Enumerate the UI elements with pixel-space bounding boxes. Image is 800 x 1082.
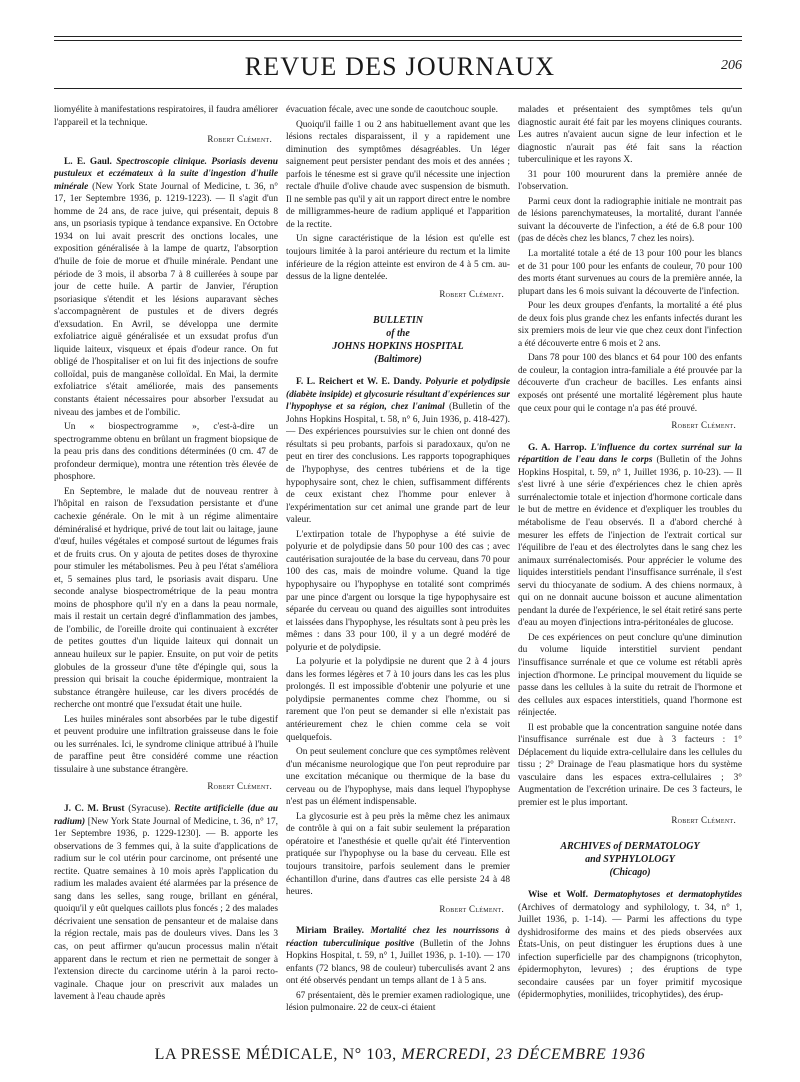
article-title: Spectroscopie clinique. Psoriasis devenu pustuleux et eczémateux à la suite d'ingestion d'huile minérale xyxy=(54,156,278,192)
article-harrop xyxy=(518,442,742,630)
paragraph: Un signe caractéristique de la lésion est qu'elle est toujours limitée à la paroi antérieure du rectum et la limite inférieure de la région atteinte est environ de 4 à 5 cm. au-dessus de la ligne dentelée. xyxy=(286,234,510,283)
article-brailey xyxy=(286,925,510,988)
paragraph: Parmi ceux dont la radiographie initiale ne montrait pas de lésions parenchymateuses, la mortalité, durant l'année suivant la découverte de l'infection, a été de 6.8 pour 100 (pas de décès chez les blancs, 7 chez les noirs). xyxy=(518,196,742,245)
journal-heading-line: ARCHIVES of DERMATOLOGY xyxy=(560,841,700,853)
paragraph: [New York State Journal of Medicine, t. 36, n° 17, 1er Septembre 1936, p. 1229-1230]. — B. apporte les observations de 3 femmes qui, à la suite d'applications de radium sur le col utérin pour carcinome, ont présenté une rectite. Quatre semaines à 10 mois après l'application du radium les malades avaient été alarmées par la présence de sang dans les selles, sang rouge, brillant en général, quoiqu'il y eût quelques caillots plus foncés ; 2 des malades décrivaient une sensation de pensanteur et de malaise dans la région rectale, mais pas de douleurs vives. Dans les 3 cas, on peut affirmer qu'aucun processus malin n'était apparent dans le rectum et rien ne permettait de songer à l'extension directe du carcinome utérin à la paroi recto-vaginale. Chaque jour on prescrivit aux malades un lavement à l'eau chaude après xyxy=(54,816,278,1003)
article-gaul xyxy=(54,156,278,419)
paragraph: Il est probable que la concentration sanguine notée dans l'insuffisance surrénale est due à 3 facteurs : 1° Déplacement du liquide extra-cellulaire dans les cellules du tissu ; 2° Drainage de l'eau plasmatique hors du système vasculaire dans les espaces extra-cellulaires ; 3° Augmentation de l'excrétion urinaire. De ces 3 facteurs, le premier est le plus important. xyxy=(518,722,742,808)
article-title: Polyurie et polydipsie (diabète insipide) et glycosurie résultant d'expériences sur l'hypophyse et sa région, chez l'animal xyxy=(286,377,510,413)
article-title: Rectite artificielle (due au radium) xyxy=(54,803,278,827)
journal-heading-archives xyxy=(518,840,742,879)
journal-heading-johns-hopkins xyxy=(286,314,510,366)
journal-heading-line: (Baltimore) xyxy=(374,354,422,366)
paragraph: (Bulletin of the Johns Hopkins Hospital, t. 59, n° 1, Juillet 1936, p. 1-10). — 170 enfants (72 blancs, 98 de couleur) tuberculisés avant 2 ans ont été observés pendant un temps allant de 1 à 5 ans. xyxy=(286,938,510,987)
paragraph: Un « biospectrogramme », c'est-à-dire un spectrogramme obtenu en brûlant un fragment biopsique de la peau pris dans des conditions déterminées (0 cm. 47 de profondeur dermique), montra une rétention très élevée de phosphore. xyxy=(54,422,278,483)
article-columns xyxy=(54,104,742,1034)
journal-heading-line: BULLETIN xyxy=(373,315,423,327)
column-3 xyxy=(518,104,742,1034)
column-2 xyxy=(286,104,510,1034)
paragraph: (Bulletin of the Johns Hopkins Hospital, t. 58, n° 6, Juin 1936, p. 418-427). — Des expériences poursuivies sur le chien ont donné des résultats si peu probants, parfois si paradoxaux, qu'on ne peut en tirer des conclusions. Les rapports topographiques de l'hypophyse, des centres tubériens et de la tige hypophysaire sont, chez le chien, suffisamment différents de ceux existant chez l'homme pour enlever à l'expérimentation sur cet animal une grande part de leur valeur. xyxy=(286,402,510,526)
journal-heading-line: (Chicago) xyxy=(609,867,651,879)
footer-journal: LA PRESSE MÉDICALE, N° 103, xyxy=(154,1046,397,1063)
paragraph: évacuation fécale, avec une sonde de caoutchouc souple. xyxy=(286,105,498,115)
paragraph: Dans 78 pour 100 des blancs et 64 pour 100 des enfants de couleur, la contagion intra-familiale a été prouvée par la découverte d'un cracheur de bacilles. Les enfants ainsi exposés ont présenté une mortalité légèrement plus haute que ceux pour qui le contage n'a pas été prouvé. xyxy=(518,353,742,414)
signature: Robert Clément. xyxy=(207,134,272,145)
paragraph: (New York State Journal of Medicine, t. 36, n° 17, 1er Septembre 1936, p. 1219-1223). — Il s'agit d'un homme de 24 ans, de race juive, qui présentait, depuis 8 ans, un psoriasis typique à tendance expansive. En Octobre 1934 on lui avait prescrit des onctions locales, une exposition généralisée à la lampe de quartz, l'absorption d'huile de foie de morue et d'huile minérale. Pendant une période de 3 mois, il absorba 7 à 8 cuillerées à soupe par jour de cette huile. A partir de Janvier, l'éruption psoriasique s'étendit et les lésions auparavant sèches s'accompagnèrent de pustules et de divers degrés d'exsudation. En Avril, se développa une dermite exfoliatrice aiguë généralisée et un exsudat profus d'un liquide laiteux, visqueux et épais d'odeur rance. On fut obligé de l'hospitaliser et on lui fit des injections de soufre colloïdal, puis de manganèse colloïdal. En Mai, la dermite exfoliatrice s'était améliorée, mais des pansements constants étaient nécessaires pour absorber l'exsudat au niveau des jambes et de l'ombilic. xyxy=(54,181,278,418)
header-rule-top xyxy=(54,36,742,37)
paragraph: L'extirpation totale de l'hypophyse a été suivie de polyurie et de polydipsie dans 50 pour 100 des cas ; avec cautérisation surajoutée de la base du cerveau, dans 70 pour 100 des cas, mais de moindre volume. Quand la tige hypophysaire ou l'hypophyse en totalité sont comprimés par une pince d'argent ou lorsque la tige hypophysaire est séparée du cerveau ou quand des aiguilles sont introduites et laissées dans l'hypophyse, les résultats sont à peu près les mêmes : dans 33 pour 100, il y a un degré modéré de polyurie et de polydipsie. xyxy=(286,529,510,653)
page-title: REVUE DES JOURNAUX xyxy=(244,52,556,81)
signature: Robert Clément. xyxy=(207,781,272,792)
footer-date: MERCREDI, 23 DÉCEMBRE 1936 xyxy=(401,1046,646,1063)
journal-heading-line: JOHNS HOPKINS HOSPITAL xyxy=(332,341,464,353)
journal-heading-line: and SYPHYLOLOGY xyxy=(585,854,675,866)
article-author: F. L. Reichert et W. E. Dandy. xyxy=(296,377,422,388)
signature: Robert Clément. xyxy=(671,420,736,431)
article-author: Wise et Wolf. xyxy=(528,890,588,901)
article-author: L. E. Gaul. xyxy=(64,156,112,167)
paragraph: La mortalité totale a été de 13 pour 100 pour les blancs et de 31 pour 100 pour les enfants de couleur, 70 pour 100 des morts étant survenues au cours de la première année, la plupart dans les 6 mois suivant la découverte de l'infection. xyxy=(518,249,742,297)
article-wise-wolf xyxy=(518,889,742,1002)
article-brust xyxy=(54,803,278,1004)
paragraph: liomyélite à manifestations respiratoires, il faudra améliorer l'appareil et la technique. xyxy=(54,105,278,128)
signature: Robert Clément. xyxy=(439,288,504,299)
paragraph: (Bulletin of the Johns Hopkins Hospital, t. 59, n° 1, Juillet 1936, p. 10-23). — Il s'est livré à une série d'expériences chez le chien après surrénalectomie totale et injection d'hormone corticale dans le but de mettre en évidence et d'expliquer les troubles du métabolisme de l'eau observés. Il a d'abord cherché à mesurer les effets de l'injection de l'extrait cortical sur l'équilibre de l'eau et des électrolytes dans le sang chez les animaux surrénalectomisés. Pour apprécier le volume des liquides interstitiels pendant l'insuffisance surrénale, il s'est servi du thiocyanate de sodium. A des chiens normaux, à qui on ne donnait aucune boisson et aucune alimentation pendant la durée de l'expérience, le sel était retiré sans perte d'eau au moyen d'injections intra-péritonéales de glucose. xyxy=(518,455,742,629)
article-title: L'influence du cortex surrénal sur la répartition de l'eau dans le corps xyxy=(518,442,742,466)
column-1 xyxy=(54,104,278,1034)
article-author: Miriam Brailey. xyxy=(296,926,364,937)
paragraph: On peut seulement conclure que ces symptômes relèvent d'un mécanisme neurologique que l'on peut reproduire par une excitation mécanique ou thermique de la base du cerveau ou de l'hypophyse, mais dans lequel l'hypophyse n'est pas un élément indispensable. xyxy=(286,747,510,808)
article-author: J. C. M. Brust xyxy=(64,803,125,814)
paragraph: Quoiqu'il faille 1 ou 2 ans habituellement avant que les lésions rectales disparaissent, il y a rapidement une diminution des symptômes désagréables. Un léger saignement peut persister pendant des mois et des années ; parfois le ténesme est si grave qu'il nécessite une injection rectale d'huile d'olive chaude avec suspension de bismuth. Il ne semble pas qu'il y ait un rapport direct entre le nombre de milligrammes-heure de radium appliqué et l'apparition de la rectite. xyxy=(286,119,510,230)
article-title: Dermatophytoses et dermatophytides xyxy=(593,890,742,901)
paragraph: Pour les deux groupes d'enfants, la mortalité a été plus de deux fois plus grande chez les enfants infectés durant les six premiers mois de leur vie que chez ceux dont l'infection a été découverte entre 6 mois et 2 ans. xyxy=(518,301,742,349)
paragraph: Les huiles minérales sont absorbées par le tube digestif et peuvent produire une infiltration graisseuse dans le foie ou les surrénales. Ici, le syndrome clinique attribué à l'huile de paraffine peut être considéré comme une réaction tissulaire à une substance étrangère. xyxy=(54,714,278,775)
article-author: G. A. Harrop. xyxy=(528,442,587,453)
paragraph: La polyurie et la polydipsie ne durent que 2 à 4 jours dans les formes légères et 7 à 10 jours dans les cas les plus prolongés. Il est impossible d'obtenir une polyurie et une polydipsie permanentes comme chez l'homme, ou si rarement que l'on peut se demander si elle n'existait pas antérieurement chez le chien comme cela se voit quelquefois. xyxy=(286,657,510,743)
page-footer xyxy=(0,1046,800,1064)
article-reichert-dandy xyxy=(286,376,510,527)
paragraph: En Septembre, le malade dut de nouveau rentrer à l'hôpital en raison de l'exsudation persistante et d'une cachexie générale. On le mit à un régime alimentaire déminéralisé et hydrique, privé de tout lait ou laitage, jaune d'œuf, huiles végétales et composé surtout de légumes frais et de fruits crus. On y ajouta de petites doses de thyroxine pour stimuler les métabolismes. Peu à peu l'état s'améliora et, 5 semaines plus tard, le psoriasis avait disparu. Une seconde analyse biospectrométrique de la peau montra moins de phosphore qu'il n'y en a dans la peau normale, mais il restait un certain degré d'inflammation des jambes, de l'ombilic, de l'oreille droite qui continuaient à excréter de petites gouttes d'un liquide laiteux qui donnait un anneau huileux sur le papier. Ensuite, on put voir de petits globules de la grosseur d'une tête d'épingle qui, sous la pression qui brisait la couche épidermique, montraient la substance étrangère huileuse, car les divers procédés de recherche ont montré que l'exsudat était une huile. xyxy=(54,486,278,711)
article-title: Mortalité chez les nourrissons à réaction tuberculinique positive xyxy=(286,926,510,949)
signature: Robert Clément. xyxy=(671,814,736,825)
author-location: (Syracuse). xyxy=(128,803,171,814)
paragraph: La glycosurie est à peu près la même chez les animaux de contrôle à qui on a fait subir seulement la préparation opératoire et l'anesthésie et quelle qu'ait été l'intervention pratiquée sur l'hypophyse ou la base du cerveau. Elle est toujours transitoire, parfois seulement dans le premier échantillon d'urine, dans d'autres cas elle persiste 24 à 48 heures. xyxy=(286,811,510,898)
header-rule-top-thin xyxy=(54,40,742,41)
paragraph: 31 pour 100 moururent dans la première année de l'observation. xyxy=(518,169,742,193)
paragraph: De ces expériences on peut conclure qu'une diminution du volume liquide interstitiel survient pendant l'insuffisance surrénale et que ce volume est rétabli après injection d'hormone. Le principal mouvement du liquide se passe dans les cellules à la suite du retrait de l'hormone et des cellules aux espaces interstitiels, quand l'hormone est réinjectée. xyxy=(518,632,742,719)
paragraph: malades et présentaient des symptômes tels qu'un diagnostic aurait été fait par les moyens cliniques courants. Les autres n'avaient aucun signe de leur infection et le diagnostic n'aurait pas été fait sans la réaction tuberculinique et les rayons X. xyxy=(518,105,742,166)
header-rule-bottom xyxy=(54,88,742,89)
page-number: 206 xyxy=(721,58,742,73)
paragraph: 67 présentaient, dès le premier examen radiologique, une lésion pulmonaire. 22 de ceux-ci étaient xyxy=(286,990,510,1014)
journal-heading-line: of the xyxy=(386,328,410,340)
paragraph: (Archives of dermatology and syphilology, t. 34, n° 1, Juillet 1936, p. 1-14). — Parmi les affections du type dyshidrosiforme des mains et des pieds observées aux États-Unis, on peut distinguer les éruptions dues à une infection superficielle par des champignons (tricophyton, épidermophyton, levures) ; des éruptions de type secondaire causées par un foyer primitif mycosique (épidermophyties, moniliides, tricophytides), des érup- xyxy=(518,902,742,1001)
signature: Robert Clément. xyxy=(439,903,504,914)
